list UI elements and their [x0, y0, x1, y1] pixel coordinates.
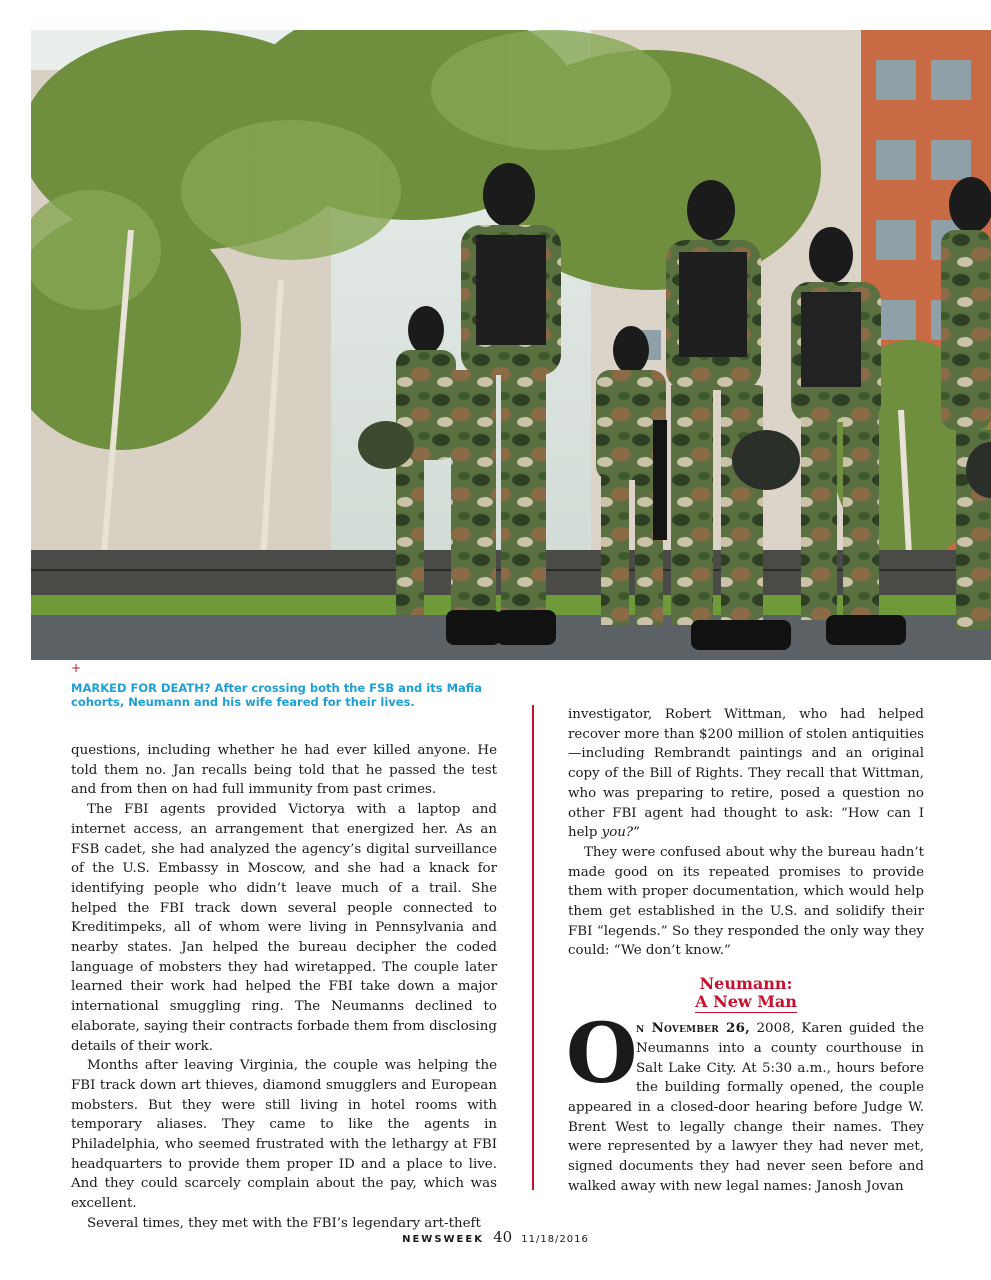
- subhead-line: A New Man: [695, 992, 797, 1012]
- text-run: ”: [633, 825, 640, 841]
- drop-cap: O: [566, 1006, 638, 1103]
- photo-caption: MARKED FOR DEATH? After crossing both the FSB and its Mafia cohorts, Neumann and his wife feared for their lives.: [71, 681, 483, 709]
- article-column-left: [71, 741, 497, 1234]
- paragraph: Months after leaving Virginia, the couple was helping the FBI track down art thieves, diamond smugglers and European mobsters. But they were still living in hotel rooms with temporary aliases. They came to like the agents in Philadelphia, who seemed frustrated with the lethargy at FBI headquarters to provide them proper ID and a place to live. And they could scarcely complain about the pay, which was excellent.: [71, 1058, 497, 1212]
- text-run: investigator, Robert Wittman, who had helped recover more than $200 million of stolen antiquities—including Rembrandt paintings and an original copy of the Bill of Rights. They recall that Wittman, who was preparing to retire, posed a question no other FBI agent had thought to ask: “How can I help: [568, 707, 924, 841]
- paragraph: They were confused about why the bureau hadn’t made good on its repeated promises to provide them with proper documentation, which would help them get established in the U.S. and solidify their FBI “legends.” So they responded the only way they could: “We don’t know.”: [568, 844, 924, 959]
- emphasis: you?: [601, 825, 634, 841]
- paragraph: [568, 705, 924, 843]
- page-footer: [0, 1227, 991, 1246]
- caption-marker: +: [71, 661, 82, 675]
- magazine-brand: NEWSWEEK: [402, 1234, 484, 1245]
- paragraph: The FBI agents provided Victorya with a laptop and internet access, an arrangement that energized her. As an FSB cadet, she had analyzed the agency’s digital surveillance of the U.S. Embassy in Moscow, and she had a knack for identifying people who didn’t leave much of a trail. She helped the FBI track down several people connected to Kreditimpeks, all of whom were living in Pennsylvania and nearby states. Jan helped the bureau decipher the coded language of mobsters they had wiretapped. The couple later learned their work had helped the FBI take down a major international smuggling ring. The Neumanns declined to elaborate, saying their contracts forbade them from disclosing details of their work.: [71, 802, 497, 1054]
- lead-in: n November 26,: [636, 1020, 750, 1037]
- article-column-right: [568, 705, 924, 1196]
- page-number: 40: [493, 1228, 513, 1246]
- text-run: 2008, Karen guided the Neumanns into a county courthouse in Salt Lake City. At 5:30 a.m., hours before the building formally opened, the couple appeared in a closed-door hearing before Judge W. Brent West to legally change their names. They were represented by a lawyer they had never met, signed documents they had never seen before and walked away with new legal names: Janosh Jovan: [568, 1021, 924, 1194]
- soldiers-photo-illustration: [31, 30, 991, 660]
- paragraph: questions, including whether he had ever killed anyone. He told them no. Jan recalls being told that he passed the test and from then on had full immunity from past crimes.: [71, 743, 497, 798]
- issue-date: 11/18/2016: [521, 1234, 589, 1245]
- column-divider: [532, 705, 534, 1190]
- paragraph: Several times, they met with the FBI’s legendary art-theft: [87, 1215, 481, 1231]
- subhead-line: Neumann:: [699, 974, 793, 994]
- feature-photo: [31, 30, 991, 660]
- paragraph: [566, 1006, 924, 1196]
